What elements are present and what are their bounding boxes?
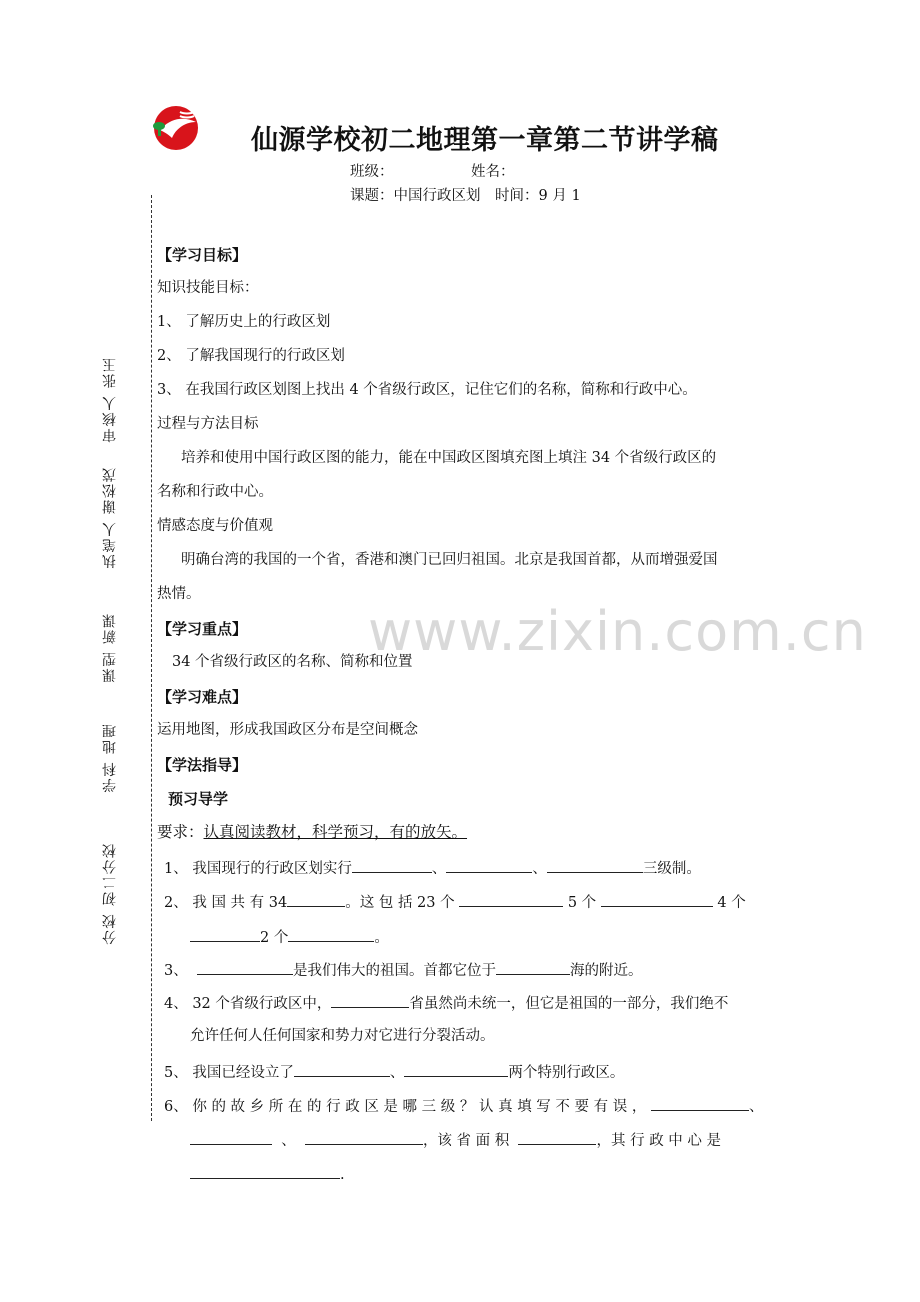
- topic-line: 课题：中国行政区划 时间：9 月 1: [350, 188, 581, 204]
- key-points-heading: 【学习重点】: [157, 620, 248, 638]
- q3-blank-1[interactable]: [197, 960, 293, 975]
- q4-mid: 省虽然尚未统一，但它是祖国的一部分，我们绝不: [409, 996, 729, 1012]
- process-text-1: 培养和使用中国行政区图的能力，能在中国政区图填充图上填注 34 个省级行政区的: [181, 450, 717, 466]
- question-5: [164, 1062, 624, 1082]
- q6-blank-4[interactable]: [518, 1130, 596, 1145]
- method-heading: 【学法指导】: [157, 756, 248, 774]
- question-6-line-1: [164, 1096, 763, 1116]
- q6-blank-5[interactable]: [190, 1164, 340, 1179]
- q6-sep-1: 、: [748, 1099, 764, 1115]
- q2-blank-1[interactable]: [287, 892, 345, 907]
- q5-blank-1[interactable]: [294, 1062, 390, 1077]
- requirement-line: [157, 823, 467, 841]
- q6-end: .: [340, 1167, 345, 1183]
- question-2-line-2: [190, 927, 389, 947]
- sidebar-lesson-type: 课型 新课: [102, 612, 118, 683]
- q1-blank-3[interactable]: [547, 858, 643, 873]
- q6-mid: ，该 省 面 积: [422, 1133, 510, 1149]
- question-4-line-2: 允许任何人任何国家和势力对它进行分裂活动。: [190, 1028, 495, 1044]
- question-3: [164, 960, 642, 980]
- difficult-text: 运用地图，形成我国政区分布是空间概念: [157, 722, 418, 738]
- requirement-label: 要求：: [157, 823, 204, 841]
- q2-b: 5 个: [567, 895, 597, 911]
- knowledge-heading: 知识技能目标：: [157, 280, 259, 296]
- goal-item-3: 3、 在我国行政区划图上找出 4 个省级行政区，记住它们的名称，简称和行政中心。: [157, 382, 697, 398]
- goals-heading: 【学习目标】: [157, 246, 248, 264]
- q3-prefix: 3、: [164, 963, 188, 979]
- q3-blank-2[interactable]: [496, 960, 570, 975]
- emotion-text-2: 热情。: [157, 586, 201, 602]
- q2-blank-2[interactable]: [459, 892, 563, 907]
- question-6-line-3: [190, 1164, 345, 1184]
- sidebar-campus: 分校 初二分校: [102, 842, 118, 945]
- q6-mid2: ，其 行 政 中 心 是: [596, 1133, 722, 1149]
- q3-mid: 是我们伟大的祖国。首都它位于: [292, 963, 496, 979]
- q6-blank-1[interactable]: [651, 1096, 749, 1111]
- goal-item-1: 1、 了解历史上的行政区划: [157, 314, 331, 330]
- goal-item-2: 2、 了解我国现行的行政区划: [157, 348, 345, 364]
- process-heading: 过程与方法目标: [157, 416, 259, 432]
- q2-end: 。: [374, 930, 389, 946]
- q1-suffix: 三级制。: [642, 861, 701, 877]
- question-2-line-1: [164, 892, 746, 912]
- q2-d: 2 个: [260, 930, 289, 946]
- q2-blank-4[interactable]: [190, 927, 260, 942]
- question-1: [164, 858, 701, 878]
- q6-sep-2: 、: [281, 1133, 296, 1149]
- q2-blank-3[interactable]: [601, 892, 713, 907]
- name-label: 姓名：: [471, 164, 515, 180]
- binding-line: [151, 195, 152, 1121]
- emotion-text-1: 明确台湾的我国的一个省，香港和澳门已回归祖国。北京是我国首都，从而增强爱国: [181, 552, 718, 568]
- q1-sep-1: 、: [431, 861, 447, 877]
- q1-prefix: 1、 我国现行的行政区划实行: [164, 861, 352, 877]
- question-4-line-1: [164, 993, 728, 1013]
- school-logo: [150, 104, 200, 152]
- q3-suffix: 海的附近。: [569, 963, 643, 979]
- sidebar-writer: 执笔人 谢松茂: [102, 466, 118, 569]
- q1-blank-1[interactable]: [352, 858, 432, 873]
- q1-blank-2[interactable]: [446, 858, 532, 873]
- sidebar-subject: 学科 地理: [102, 722, 118, 793]
- q6-blank-2[interactable]: [190, 1130, 272, 1145]
- emotion-heading: 情感态度与价值观: [157, 518, 273, 534]
- difficult-heading: 【学习难点】: [157, 688, 248, 706]
- page-title: 仙源学校初二地理第一章第二节讲学稿: [251, 125, 719, 156]
- process-text-2: 名称和行政中心。: [157, 484, 273, 500]
- class-label: 班级：: [350, 164, 394, 180]
- q2-c: 4 个: [717, 895, 746, 911]
- question-6-line-2: [190, 1130, 721, 1150]
- q4-blank-1[interactable]: [331, 993, 409, 1008]
- q5-prefix: 5、 我国已经设立了: [164, 1065, 294, 1081]
- requirement-text: 认真阅读教材，科学预习，有的放矢。: [203, 823, 468, 841]
- q6-prefix: 6、 你 的 故 乡 所 在 的 行 政 区 是 哪 三 级 ？ 认 真 填 写 不 要 有 误 ，: [164, 1099, 647, 1115]
- q2-blank-5[interactable]: [288, 927, 374, 942]
- q5-blank-2[interactable]: [404, 1062, 508, 1077]
- q4-prefix: 4、 32 个省级行政区中，: [164, 996, 332, 1012]
- key-points-text: 34 个省级行政区的名称、简称和位置: [172, 654, 413, 670]
- preview-heading: 预习导学: [168, 790, 229, 808]
- sidebar-reviewer: 审核人 张玉: [102, 356, 118, 443]
- q2-a: 。这 包 括 23 个: [345, 895, 455, 911]
- q5-suffix: 两个特别行政区。: [508, 1065, 625, 1081]
- q2-prefix: 2、 我 国 共 有 34: [164, 895, 288, 911]
- watermark: www.zixin.com.cn: [368, 600, 867, 663]
- q5-sep: 、: [389, 1065, 405, 1081]
- q1-sep-2: 、: [532, 861, 547, 877]
- q6-blank-3[interactable]: [305, 1130, 423, 1145]
